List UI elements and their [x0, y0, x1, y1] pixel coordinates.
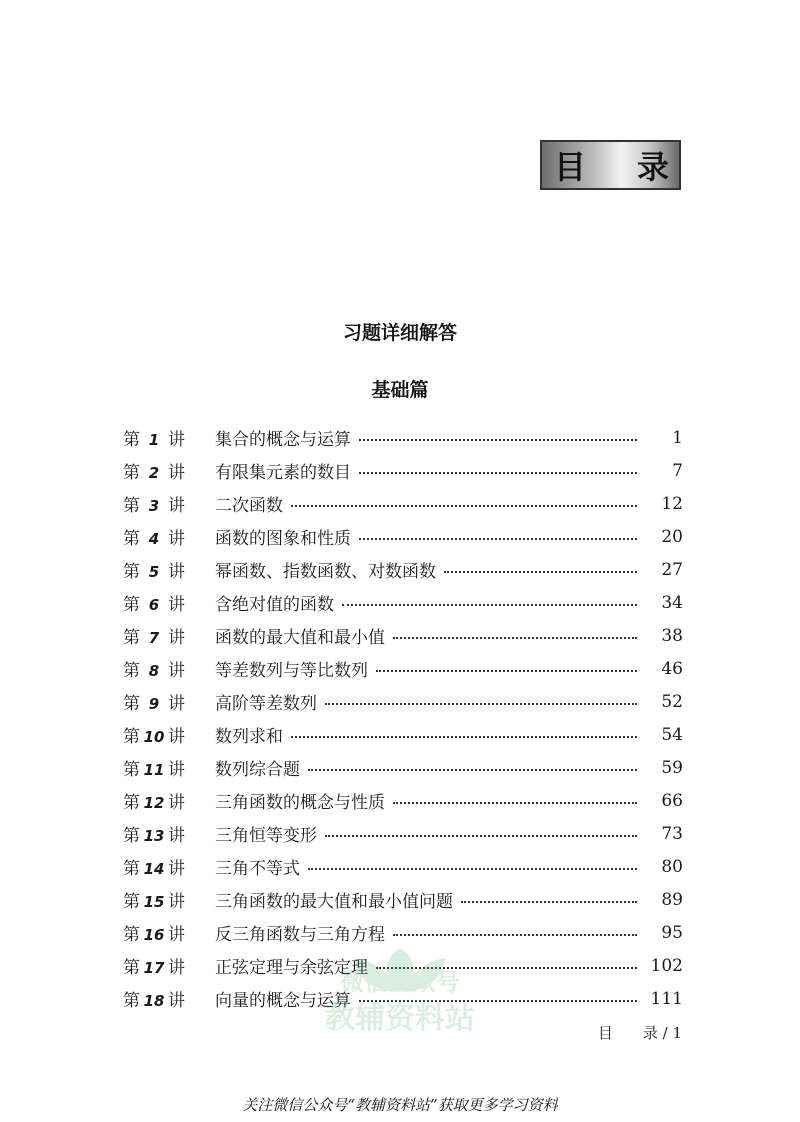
lecture-suffix: 讲	[168, 958, 185, 978]
lecture-title: 二次函数	[215, 496, 283, 516]
lecture-label	[123, 623, 215, 648]
lecture-suffix: 讲	[168, 562, 185, 582]
footer-page-number: 1	[672, 1024, 682, 1042]
page-footer	[598, 1022, 682, 1043]
lecture-prefix: 第	[123, 958, 140, 978]
lecture-label	[123, 854, 215, 879]
lecture-number: 6	[148, 596, 160, 614]
lecture-prefix: 第	[123, 892, 140, 912]
lecture-prefix: 第	[123, 826, 140, 846]
lecture-number: 15	[143, 893, 165, 911]
lecture-title: 有限集元素的数目	[215, 463, 351, 483]
page-number: 102	[650, 955, 683, 976]
lecture-number: 12	[143, 794, 165, 812]
lecture-label	[123, 425, 215, 450]
page-number: 46	[661, 658, 683, 679]
lecture-suffix: 讲	[168, 826, 185, 846]
lecture-title: 等差数列与等比数列	[215, 661, 368, 681]
lecture-number: 13	[143, 827, 165, 845]
lecture-suffix: 讲	[168, 595, 185, 615]
lecture-label	[123, 590, 215, 615]
page-number: 89	[661, 889, 683, 910]
toc-entry	[123, 718, 683, 751]
dot-leader	[359, 1000, 637, 1002]
lecture-prefix: 第	[123, 661, 140, 681]
lecture-prefix: 第	[123, 628, 140, 648]
page-number: 80	[661, 856, 683, 877]
lecture-number: 3	[148, 497, 160, 515]
lecture-label	[123, 722, 215, 747]
page-number: 34	[661, 592, 683, 613]
page-number: 20	[661, 526, 683, 547]
toc-entry	[123, 619, 683, 652]
toc-entry	[123, 883, 683, 916]
page-number: 111	[650, 988, 683, 1009]
table-of-contents	[123, 421, 683, 1015]
lecture-suffix: 讲	[168, 463, 185, 483]
lecture-title: 数列综合题	[215, 760, 300, 780]
lecture-title: 数列求和	[215, 727, 283, 747]
lecture-title: 三角恒等变形	[215, 826, 317, 846]
lecture-suffix: 讲	[168, 694, 185, 714]
lecture-label	[123, 821, 215, 846]
page-number: 1	[672, 427, 683, 448]
toc-entry	[123, 652, 683, 685]
lecture-title: 正弦定理与余弦定理	[215, 958, 368, 978]
toc-entry	[123, 751, 683, 784]
lecture-number: 18	[143, 992, 165, 1010]
lecture-label	[123, 788, 215, 813]
dot-leader	[359, 472, 637, 474]
lecture-number: 2	[148, 464, 160, 482]
dot-leader	[308, 769, 637, 771]
dot-leader	[342, 604, 637, 606]
toc-entry	[123, 784, 683, 817]
lecture-prefix: 第	[123, 463, 140, 483]
page-number: 12	[661, 493, 683, 514]
lecture-label	[123, 656, 215, 681]
lecture-label	[123, 920, 215, 945]
lecture-prefix: 第	[123, 727, 140, 747]
lecture-number: 8	[148, 662, 160, 680]
lecture-title: 函数的最大值和最小值	[215, 628, 385, 648]
dot-leader	[325, 835, 637, 837]
dot-leader	[291, 505, 637, 507]
lecture-title: 幂函数、指数函数、对数函数	[215, 562, 436, 582]
page-number: 54	[661, 724, 683, 745]
lecture-number: 1	[148, 431, 160, 449]
lecture-suffix: 讲	[168, 661, 185, 681]
page-number: 52	[661, 691, 683, 712]
dot-leader	[359, 538, 637, 540]
dot-leader	[461, 901, 637, 903]
toc-entry	[123, 454, 683, 487]
toc-entry	[123, 553, 683, 586]
lecture-title: 三角不等式	[215, 859, 300, 879]
lecture-label	[123, 458, 215, 483]
contents-title-box	[540, 140, 681, 190]
lecture-prefix: 第	[123, 496, 140, 516]
lecture-title: 集合的概念与运算	[215, 430, 351, 450]
page-number: 95	[661, 922, 683, 943]
toc-entry	[123, 586, 683, 619]
dot-leader	[393, 802, 637, 804]
contents-title-char-1: 目	[554, 148, 587, 186]
lecture-suffix: 讲	[168, 793, 185, 813]
lecture-title: 含绝对值的函数	[215, 595, 334, 615]
lecture-title: 函数的图象和性质	[215, 529, 351, 549]
lecture-prefix: 第	[123, 991, 140, 1011]
footer-section-label: 目 录	[597, 1024, 658, 1042]
dot-leader	[325, 703, 637, 705]
lecture-suffix: 讲	[168, 859, 185, 879]
lecture-number: 7	[148, 629, 160, 647]
lecture-number: 17	[143, 959, 165, 977]
page-number: 66	[661, 790, 683, 811]
section-heading-basic: 基础篇	[371, 379, 429, 401]
section-heading-answers: 习题详细解答	[342, 322, 457, 344]
toc-entry	[123, 487, 683, 520]
lecture-prefix: 第	[123, 925, 140, 945]
lecture-suffix: 讲	[168, 529, 185, 549]
lecture-prefix: 第	[123, 793, 140, 813]
dot-leader	[308, 868, 637, 870]
lecture-prefix: 第	[123, 595, 140, 615]
lecture-number: 14	[143, 860, 165, 878]
lecture-label	[123, 689, 215, 714]
lecture-suffix: 讲	[168, 760, 185, 780]
lecture-title: 向量的概念与运算	[215, 991, 351, 1011]
page-number: 73	[661, 823, 683, 844]
toc-entry	[123, 982, 683, 1015]
lecture-prefix: 第	[123, 562, 140, 582]
dot-leader	[291, 736, 637, 738]
toc-entry	[123, 916, 683, 949]
dot-leader	[444, 571, 637, 573]
toc-entry	[123, 520, 683, 553]
lecture-number: 10	[143, 728, 165, 746]
lecture-label	[123, 491, 215, 516]
lecture-title: 反三角函数与三角方程	[215, 925, 385, 945]
lecture-suffix: 讲	[168, 727, 185, 747]
lecture-title: 三角函数的最大值和最小值问题	[215, 892, 453, 912]
lecture-suffix: 讲	[168, 925, 185, 945]
lecture-title: 高阶等差数列	[215, 694, 317, 714]
page-number: 27	[661, 559, 683, 580]
lecture-label	[123, 524, 215, 549]
lecture-label	[123, 953, 215, 978]
footer-separator: /	[657, 1024, 673, 1042]
toc-entry	[123, 817, 683, 850]
dot-leader	[393, 934, 637, 936]
lecture-label	[123, 887, 215, 912]
page-number: 59	[661, 757, 683, 778]
lecture-label	[123, 755, 215, 780]
lecture-prefix: 第	[123, 760, 140, 780]
toc-entry	[123, 949, 683, 982]
page-number: 7	[672, 460, 683, 481]
lecture-number: 16	[143, 926, 165, 944]
lecture-suffix: 讲	[168, 892, 185, 912]
lecture-suffix: 讲	[168, 430, 185, 450]
lecture-suffix: 讲	[168, 991, 185, 1011]
lecture-prefix: 第	[123, 859, 140, 879]
lecture-prefix: 第	[123, 430, 140, 450]
contents-title-char-2: 录	[636, 148, 669, 186]
page-number: 38	[661, 625, 683, 646]
lecture-number: 5	[148, 563, 160, 581]
lecture-suffix: 讲	[168, 496, 185, 516]
lecture-suffix: 讲	[168, 628, 185, 648]
toc-entry	[123, 850, 683, 883]
toc-entry	[123, 421, 683, 454]
watermark-line-1: 微信公众号	[340, 968, 460, 996]
dot-leader	[376, 670, 637, 672]
lecture-label	[123, 557, 215, 582]
lecture-number: 9	[148, 695, 160, 713]
lecture-number: 11	[143, 761, 165, 779]
promo-text: 关注微信公众号“教辅资料站”获取更多学习资料	[242, 1096, 558, 1114]
dot-leader	[376, 967, 637, 969]
lecture-title: 三角函数的概念与性质	[215, 793, 385, 813]
lecture-prefix: 第	[123, 529, 140, 549]
dot-leader	[393, 637, 637, 639]
dot-leader	[359, 439, 637, 441]
watermark-line-2: 教辅资料站	[325, 1001, 475, 1036]
toc-entry	[123, 685, 683, 718]
lecture-label	[123, 986, 215, 1011]
lecture-prefix: 第	[123, 694, 140, 714]
lecture-number: 4	[148, 530, 160, 548]
